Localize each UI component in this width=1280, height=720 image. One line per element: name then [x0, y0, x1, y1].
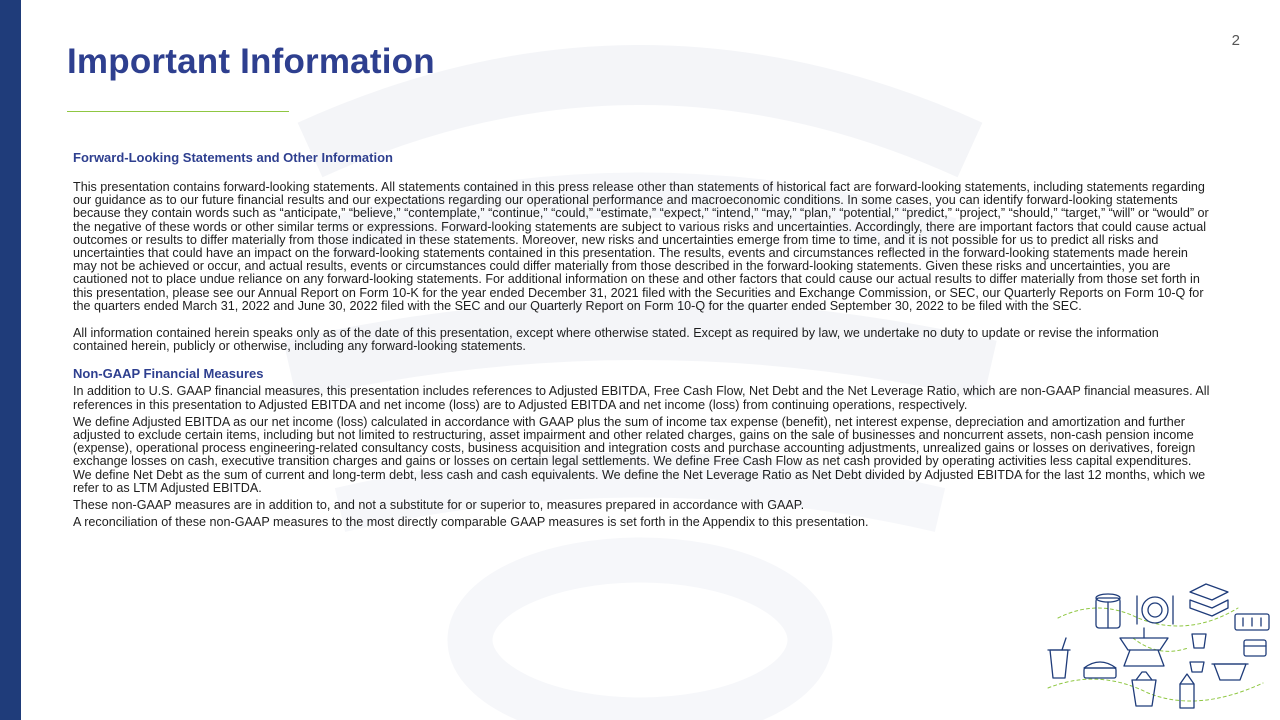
- food-tray-icon: [1120, 628, 1168, 666]
- milk-carton-icon: [1180, 674, 1194, 708]
- non-gaap-paragraph: These non-GAAP measures are in addition to, and not a substitute for or superior to, measures prepared in accordance with GAAP.: [73, 498, 805, 513]
- forward-looking-paragraph: This presentation contains forward-looking statements. All statements contained in this press release other than statements of historical fact are forward-looking statements, including statements regarding our guidance as to our future financial results and our expectations regarding our operational performance and macroeconomic conditions. In some cases, you can identify forward-looking statements because they contain words such as “anticipate,” “believe,” “contemplate,” “continue,” “could,” “estimate,” “expect,” “intend,” “may,” “plan,” “potential,” “predict,” “project,” “should,” “target,” “will” or “would” or the negative of these words or other similar terms or expressions. Forward-looking statements are subject to various risks and uncertainties. Accordingly, there are important factors that could cause actual outcomes or results to differ materially from those indicated in these statements. Moreover, new risks and uncertainties emerge from time to time, and it is not possible for us to predict all risks and uncertainties that could have an impact on the forward-looking statements contained in this presentation. The results, events and circumstances reflected in the forward-looking statements made herein may not be achieved or occur, and actual results, events or circumstances could differ materially from those described in the forward-looking statements. Given these risks and uncertainties, you are cautioned not to place undue reliance on any forward-looking statements. For additional information on these and other factors that could cause our actual results to differ materially from those set forth in this presentation, please see our Annual Report on Form 10-K for the year ended December 31, 2021 filed with the Securities and Exchange Commission, or SEC, our Quarterly Reports on Form 10-Q for the quarters ended March 31, 2022 and June 30, 2022 filed with the SEC and our Quarterly Report on Form 10-Q for the quarter ended September 30, 2022 to be filed with the SEC.: [73, 180, 1209, 313]
- content-body: [73, 150, 1213, 529]
- portion-cup-icon: [1190, 634, 1206, 672]
- title-underline: [67, 111, 289, 112]
- deli-container-icon: [1244, 640, 1266, 656]
- left-accent-bar: [0, 0, 21, 720]
- forward-looking-paragraph: All information contained herein speaks only as of the date of this presentation, except where otherwise stated. Except as required by law, we undertake no duty to update or revise the information contained herein, publicly or otherwise, including any forward-looking statements.: [73, 326, 1159, 354]
- bowl-icon: [1212, 664, 1248, 680]
- non-gaap-heading: Non-GAAP Financial Measures: [73, 366, 264, 382]
- non-gaap-paragraph: We define Adjusted EBITDA as our net income (loss) calculated in accordance with GAAP plus the sum of income tax expense (benefit), net interest expense, depreciation and amortization and further adjusted to exclude certain items, including but not limited to restructuring, asset impairment and other related charges, gains on the sale of businesses and noncurrent assets, non-cash pension income (expense), operational process engineering-related consultancy costs, business acquisition and integration costs and purchase accounting adjustments, unrealized gains or losses on derivatives, foreign exchange losses on cash, executive transition charges and gains or losses on certain legal settlements. We define Free Cash Flow as net cash provided by operating activities less capital expenditures. We define Net Debt as the sum of current and long-term debt, less cash and cash equivalents. We define the Net Leverage Ratio as Net Debt divided by Adjusted EBITDA for the last 12 months, which we refer to as LTM Adjusted EBITDA.: [73, 414, 1206, 495]
- page-number: 2: [1231, 32, 1240, 49]
- box-tray-icon: [1235, 614, 1269, 630]
- drink-cup-icon: [1048, 638, 1070, 678]
- clamshell-container-icon: [1190, 584, 1228, 616]
- non-gaap-paragraph: A reconciliation of these non-GAAP measures to the most directly comparable GAAP measures is set forth in the Appendix to this presentation.: [73, 515, 869, 530]
- noodle-box-icon: [1132, 672, 1156, 706]
- forward-looking-heading: Forward-Looking Statements and Other Information: [73, 150, 393, 165]
- burger-box-icon: [1084, 662, 1116, 678]
- paper-roll-icon: [1096, 594, 1120, 628]
- page-title: Important Information: [67, 42, 435, 81]
- non-gaap-paragraph: In addition to U.S. GAAP financial measures, this presentation includes references to Adjusted EBITDA, Free Cash Flow, Net Debt and the Net Leverage Ratio, which are non-GAAP financial measures. All references in this presentation to Adjusted EBITDA and net income (loss) are to Adjusted EBITDA and net income (loss) from continuing operations, respectively.: [73, 384, 1210, 412]
- packaging-illustration: [1038, 578, 1276, 716]
- plate-cutlery-icon: [1137, 596, 1173, 624]
